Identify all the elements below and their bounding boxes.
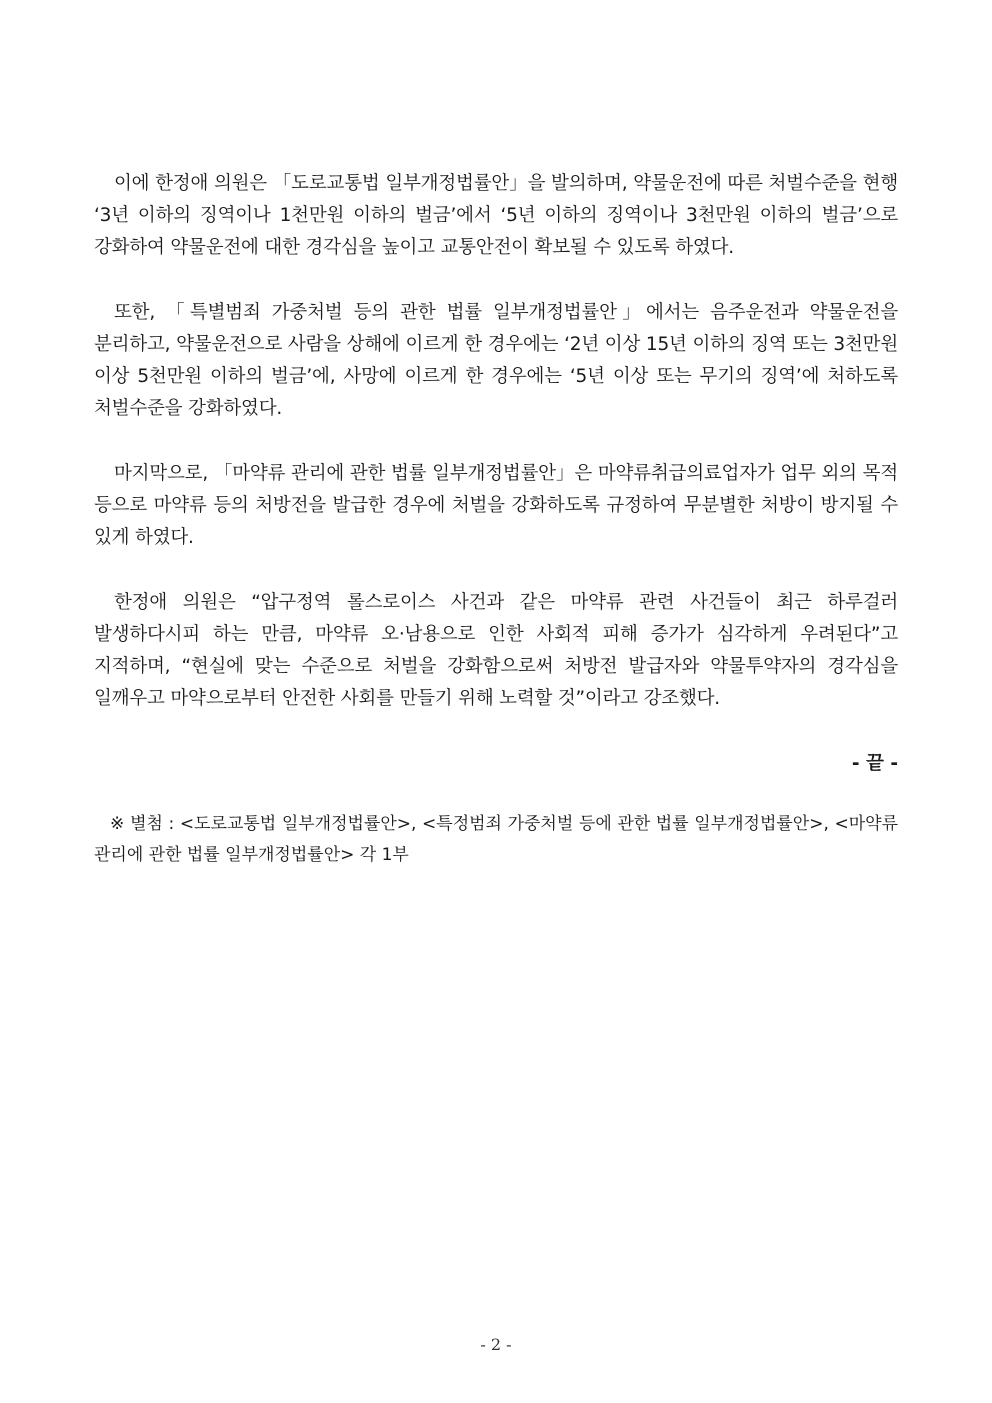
document-body (94, 168, 898, 871)
paragraph-4: 한정애 의원은 “압구정역 롤스로이스 사건과 같은 마약류 관련 사건들이 최근 하루걸러 발생하다시피 하는 만큼, 마약류 오·남용으로 인한 사회적 피해 증가가 심각하게 우려된다”고 지적하며, “현실에 맞는 수준으로 처벌을 강화함으로써 처방전 발급자와 약물투약자의 경각심을 일깨우고 마약으로부터 안전한 사회를 만들기 위해 노력할 것”이라고 강조했다. (94, 592, 898, 709)
paragraph-2: 또한, 「특별범죄 가중처벌 등의 관한 법률 일부개정법률안」에서는 음주운전과 약물운전을 분리하고, 약물운전으로 사람을 상해에 이르게 한 경우에는 ‘2년 이상 15년 이하의 징역 또는 3천만원 이상 5천만원 이하의 벌금’에, 사망에 이르게 한 경우에는 ‘5년 이상 또는 무기의 징역’에 처하도록 처벌수준을 강화하였다. (94, 302, 898, 419)
attachment-note: ※ 별첨 : <도로교통법 일부개정법률안>, <특정범죄 가중처벌 등에 관한 법률 일부개정법률안>, <마약류 관리에 관한 법률 일부개정법률안> 각 1부 (94, 814, 898, 865)
paragraph-3: 마지막으로, 「마약류 관리에 관한 법률 일부개정법률안」은 마약류취급의료업자가 업무 외의 목적 등으로 마약류 등의 처방전을 발급한 경우에 처벌을 강화하도록 규정하여 무분별한 처방이 방지될 수 있게 하였다. (94, 463, 898, 548)
paragraph-1: 이에 한정애 의원은 「도로교통법 일부개정법률안」을 발의하며, 약물운전에 따른 처벌수준을 현행 ‘3년 이하의 징역이나 1천만원 이하의 벌금’에서 ‘5년 이하의 징역이나 3천만원 이하의 벌금’으로 강화하여 약물운전에 대한 경각심을 높이고 교통안전이 확보될 수 있도록 하였다. (94, 173, 898, 258)
end-mark: - 끝 - (851, 753, 898, 774)
page-number: - 2 - (480, 1335, 512, 1354)
